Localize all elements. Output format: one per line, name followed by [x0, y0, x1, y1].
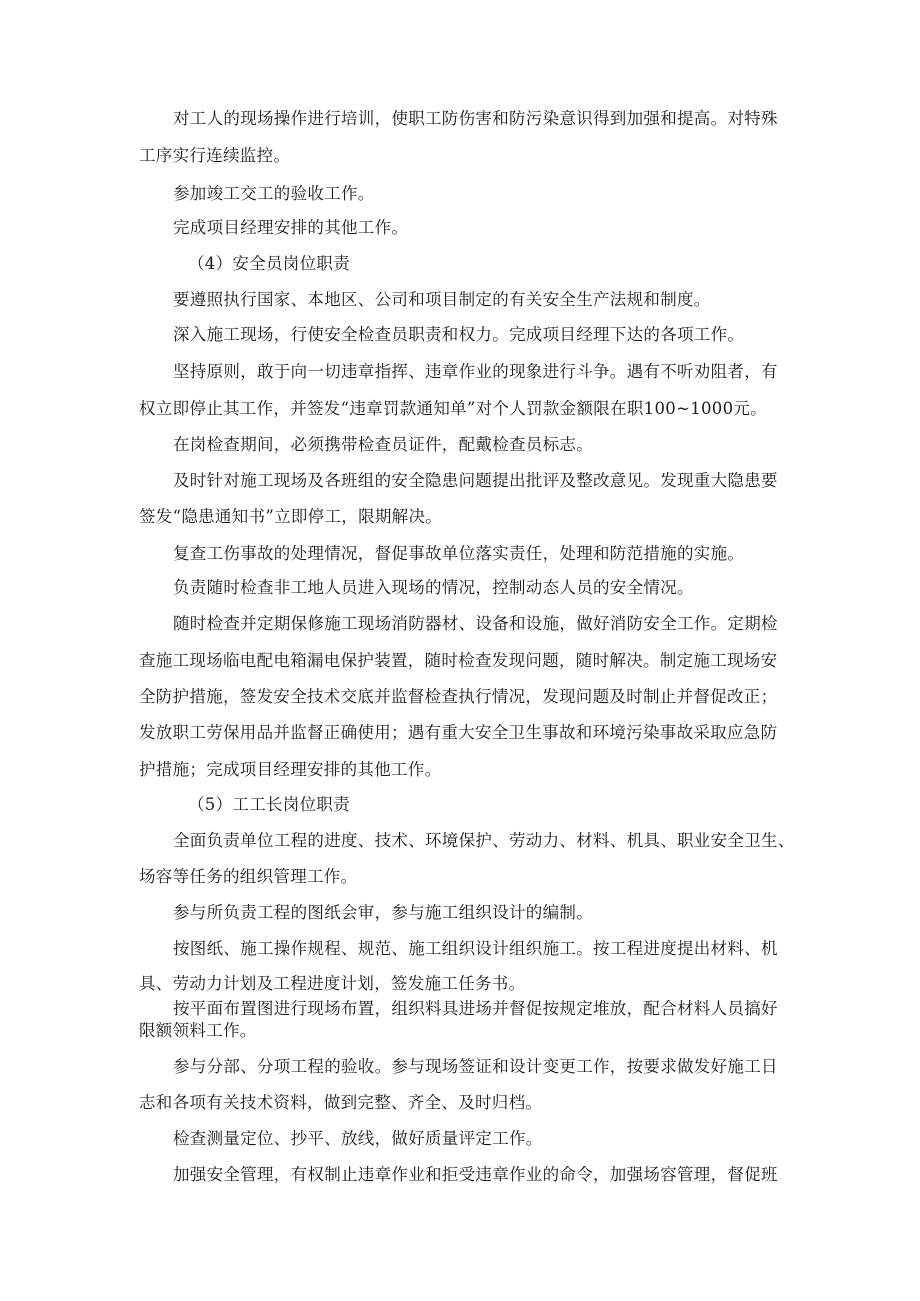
- text-line: 权立即停止其工作，并签发“违章罚款通知单”对个人罚款金额限在职100~1000元。: [139, 399, 767, 418]
- text-line: 完成项目经理安排的其他工作。: [173, 218, 409, 237]
- text-line: 对工人的现场操作进行培训，使职工防伤害和防污染意识得到加强和提高。对特殊: [173, 109, 778, 128]
- text-line: 参加竣工交工的验收工作。: [173, 184, 375, 203]
- section-heading: （5）工工长岗位职责: [188, 795, 350, 814]
- text-line: 志和各项有关技术资料，做到完整、齐全、及时归档。: [139, 1093, 543, 1112]
- text-line: 工序实行连续监控。: [139, 146, 291, 165]
- text-line: 护措施；完成项目经理安排的其他工作。: [139, 760, 442, 779]
- text-line: 具、劳动力计划及工程进度计划，签发施工任务书。: [139, 974, 526, 993]
- text-line: 查施工现场临电配电箱漏电保护装置，随时检查发现问题，随时解决。制定施工现场安: [139, 651, 778, 670]
- text-line: 全防护措施，签发安全技术交底并监督检查执行情况，发现问题及时制止并督促改正；: [139, 687, 778, 706]
- text-line: 在岗检查期间，必须携带检查员证件，配戴检查员标志。: [173, 435, 593, 454]
- text-line: 负责随时检查非工地人员进入现场的情况，控制动态人员的安全情况。: [173, 578, 694, 597]
- text-line: 全面负责单位工程的进度、技术、环境保护、劳动力、材料、机具、职业安全卫生、: [173, 831, 795, 850]
- text-line: 复查工伤事故的处理情况，督促事故单位落实责任，处理和防范措施的实施。: [173, 544, 745, 563]
- text-line: 深入施工现场，行使安全检查员职责和权力。完成项目经理下达的各项工作。: [173, 325, 745, 344]
- text-line: 检查测量定位、抄平、放线，做好质量评定工作。: [173, 1129, 543, 1148]
- text-line: 及时针对施工现场及各班组的安全隐患问题提出批评及整改意见。发现重大隐患要: [173, 471, 778, 490]
- text-line: 坚持原则，敢于向一切违章指挥、违章作业的现象进行斗争。遇有不听劝阻者，有: [173, 362, 778, 381]
- text-line: 随时检查并定期保修施工现场消防器材、设备和设施，做好消防安全工作。定期检: [173, 614, 778, 633]
- text-line: 限额领料工作。: [139, 1021, 257, 1040]
- text-line: 参与分部、分项工程的验收。参与现场签证和设计变更工作，按要求做发好施工日: [173, 1057, 778, 1076]
- text-line: 发放职工劳保用品并监督正确使用；遇有重大安全卫生事故和环境污染事故采取应急防: [139, 723, 778, 742]
- text-line: 参与所负责工程的图纸会审，参与施工组织设计的编制。: [173, 903, 593, 922]
- text-line: 签发“隐患通知书”立即停工，限期解决。: [139, 507, 443, 526]
- text-line: 按图纸、施工操作规程、规范、施工组织设计组织施工。按工程进度提出材料、机: [173, 939, 778, 958]
- text-line: 按平面布置图进行现场布置，组织料具进场并督促按规定堆放，配合材料人员搞好: [173, 999, 778, 1018]
- section-heading: （4）安全员岗位职责: [188, 254, 350, 273]
- text-line: 加强安全管理，有权制止违章作业和拒受违章作业的命令，加强场容管理，督促班: [173, 1165, 778, 1184]
- text-line: 要遵照执行国家、本地区、公司和项目制定的有关安全生产法规和制度。: [173, 290, 711, 309]
- text-line: 场容等任务的组织管理工作。: [139, 867, 358, 886]
